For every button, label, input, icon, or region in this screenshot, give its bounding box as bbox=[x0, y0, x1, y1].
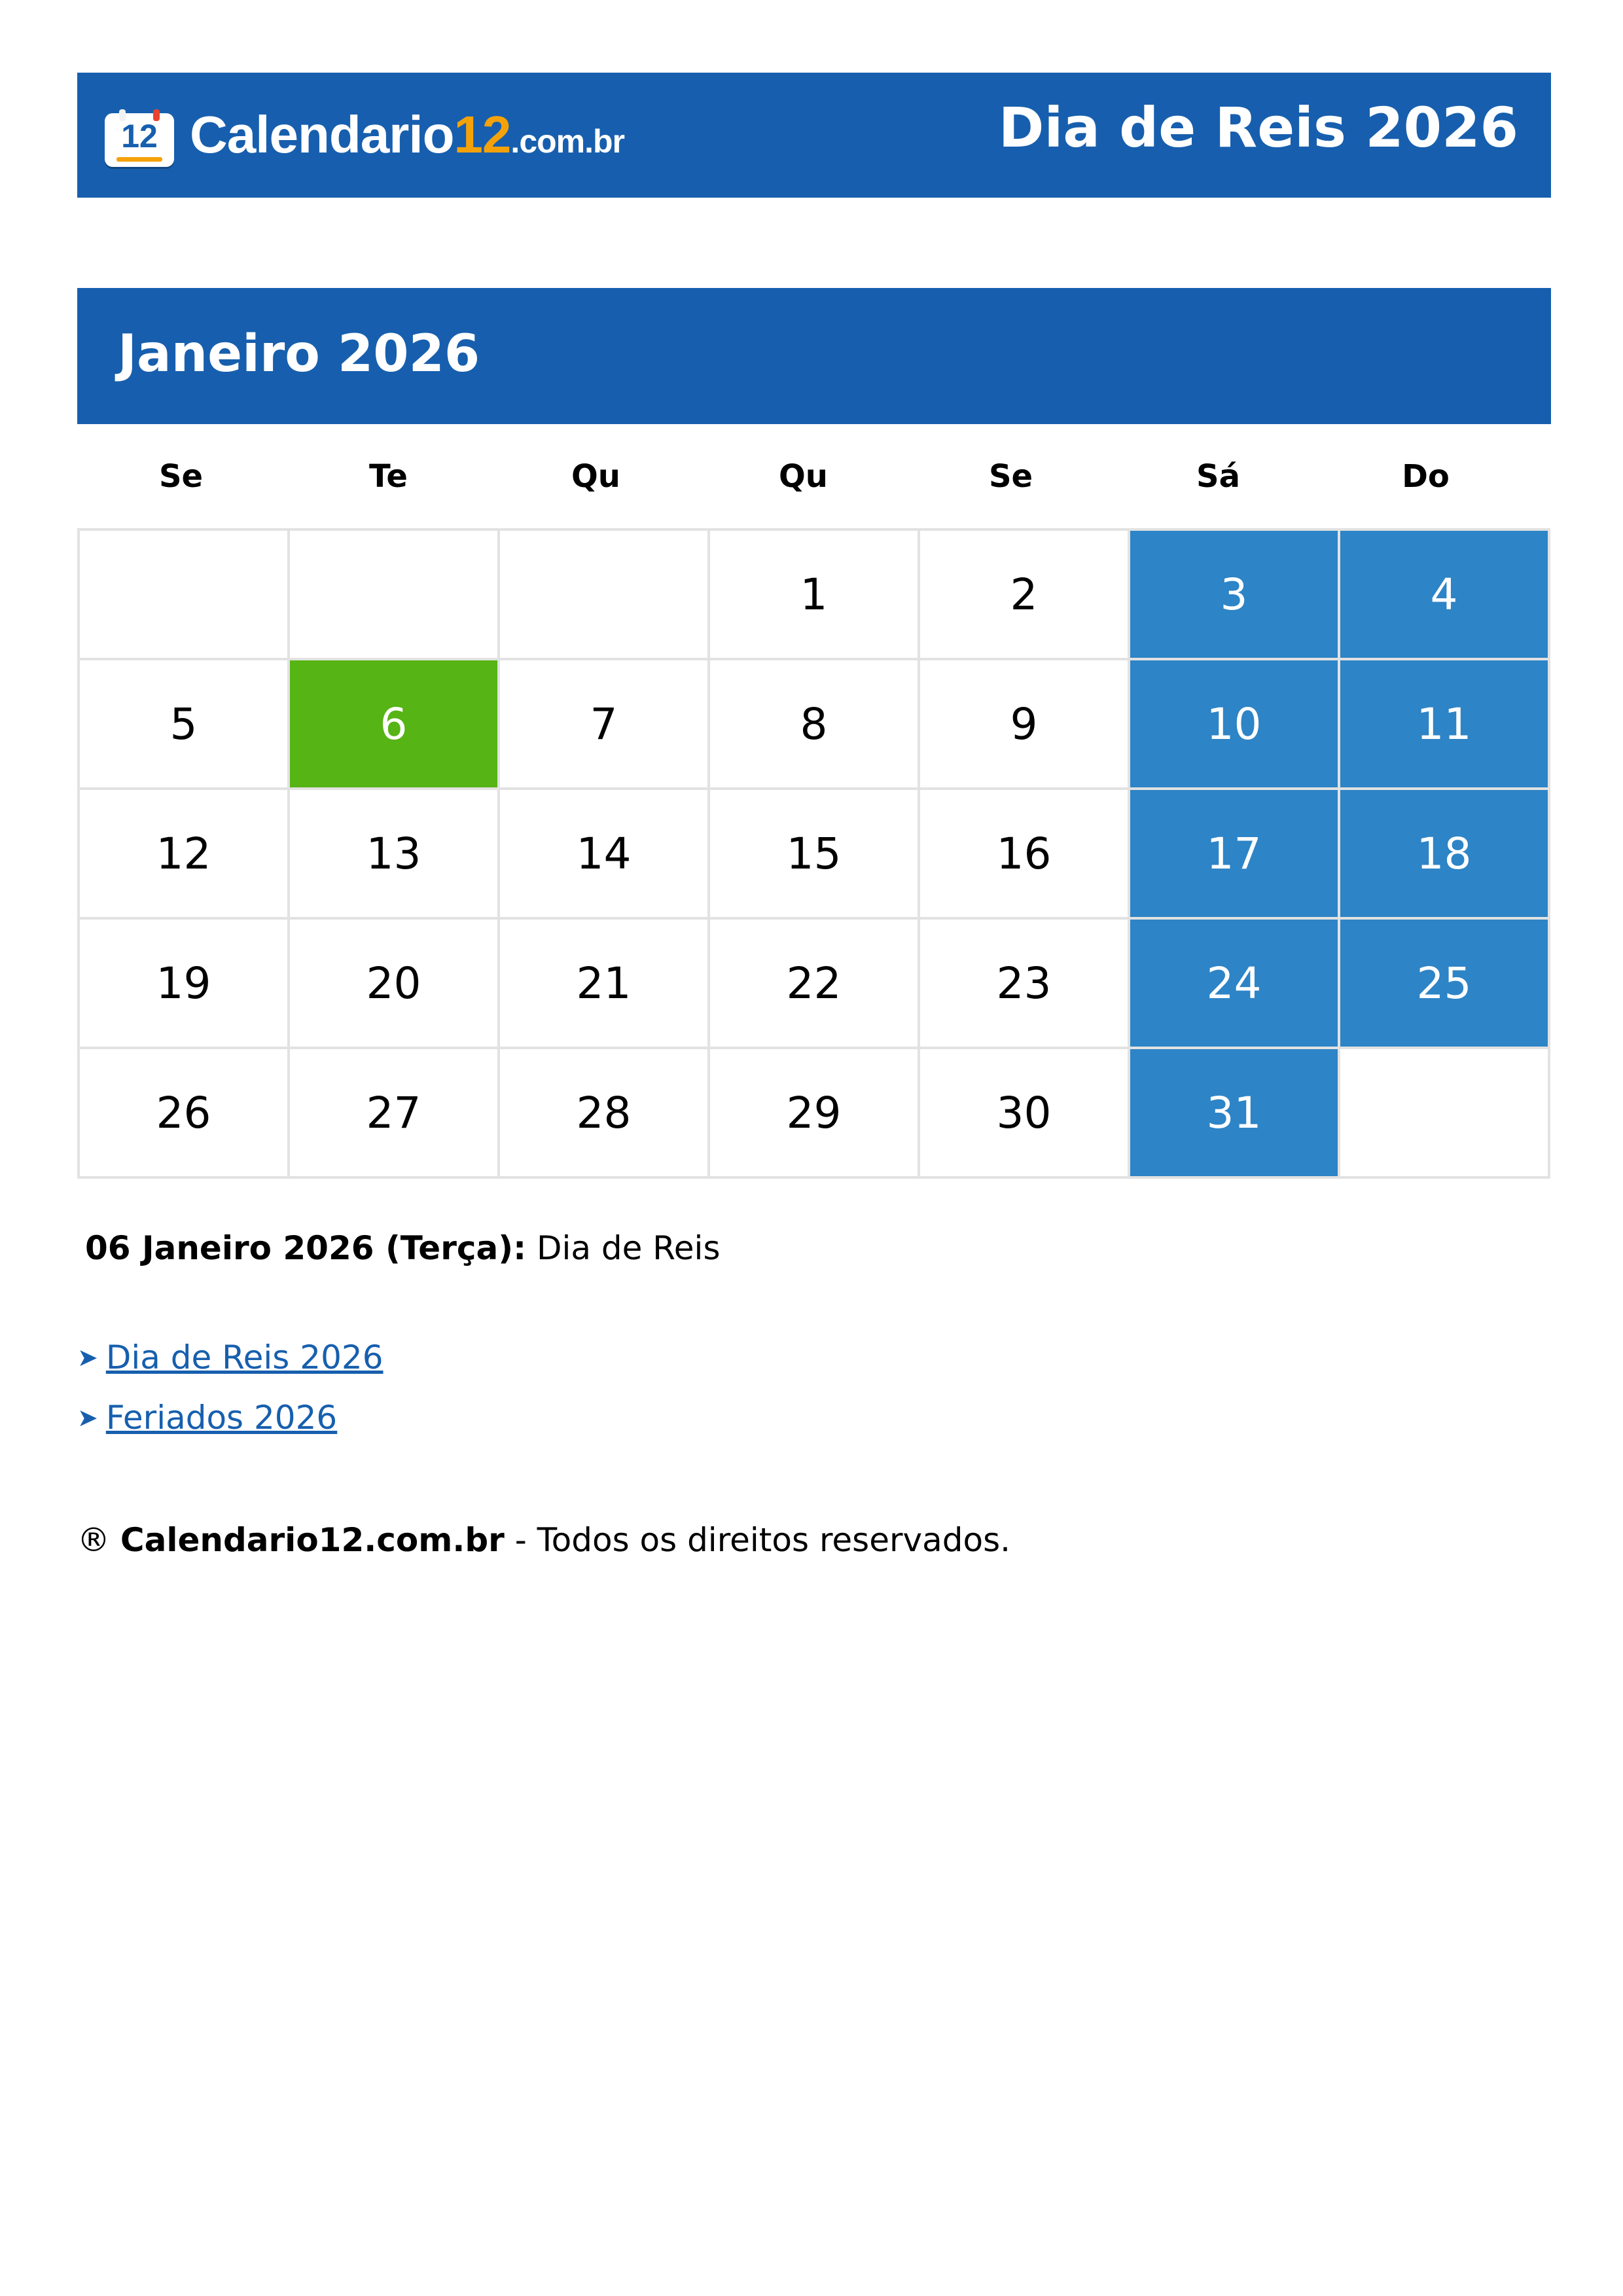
logo-wordmark: Calendario12.com.br bbox=[190, 105, 625, 164]
day-cell-weekend[interactable]: 25 bbox=[1340, 920, 1548, 1047]
day-cell[interactable]: 13 bbox=[290, 790, 497, 917]
day-cell[interactable]: 15 bbox=[710, 790, 918, 917]
weekday-label: Te bbox=[369, 458, 408, 495]
link-item bbox=[77, 1388, 383, 1448]
empty-day-cell bbox=[500, 531, 707, 658]
weekday-label: Qu bbox=[571, 458, 620, 495]
day-cell[interactable]: 16 bbox=[920, 790, 1128, 917]
footer-brand: Calendario12.com.br bbox=[120, 1521, 505, 1559]
related-links bbox=[77, 1327, 383, 1448]
day-cell[interactable]: 29 bbox=[710, 1049, 918, 1176]
holiday-note bbox=[85, 1225, 721, 1271]
page-title: Dia de Reis 2026 bbox=[998, 96, 1518, 160]
weekday-label: Se bbox=[988, 458, 1033, 495]
day-cell-weekend[interactable]: 11 bbox=[1340, 660, 1548, 787]
holiday-name: Dia de Reis bbox=[536, 1229, 721, 1267]
day-cell-weekend[interactable]: 18 bbox=[1340, 790, 1548, 917]
footer bbox=[77, 1517, 1010, 1563]
day-cell[interactable]: 9 bbox=[920, 660, 1128, 787]
weekday-label: Se bbox=[158, 458, 204, 495]
day-cell[interactable]: 8 bbox=[710, 660, 918, 787]
empty-day-cell bbox=[290, 531, 497, 658]
arrow-right-icon: ➤ bbox=[77, 1403, 98, 1432]
day-cell-weekend[interactable]: 24 bbox=[1130, 920, 1338, 1047]
calendar-icon: 12 bbox=[105, 109, 174, 167]
day-cell[interactable]: 26 bbox=[80, 1049, 287, 1176]
day-cell-weekend[interactable]: 4 bbox=[1340, 531, 1548, 658]
arrow-right-icon: ➤ bbox=[77, 1343, 98, 1372]
weekday-label: Do bbox=[1402, 458, 1450, 495]
day-cell-holiday[interactable]: 6 bbox=[290, 660, 497, 787]
day-cell[interactable]: 2 bbox=[920, 531, 1128, 658]
link-feriados-2026[interactable]: Feriados 2026 bbox=[105, 1399, 338, 1437]
footer-text: - Todos os direitos reservados. bbox=[514, 1521, 1011, 1559]
day-cell[interactable]: 5 bbox=[80, 660, 287, 787]
day-cell[interactable]: 1 bbox=[710, 531, 918, 658]
site-header bbox=[77, 73, 1551, 198]
empty-day-cell bbox=[80, 531, 287, 658]
holiday-date: 06 Janeiro 2026 (Terça): bbox=[85, 1229, 527, 1267]
day-cell-weekend[interactable]: 10 bbox=[1130, 660, 1338, 787]
day-cell-weekend[interactable]: 17 bbox=[1130, 790, 1338, 917]
day-cell[interactable]: 14 bbox=[500, 790, 707, 917]
day-cell[interactable]: 19 bbox=[80, 920, 287, 1047]
day-cell[interactable]: 23 bbox=[920, 920, 1128, 1047]
day-cell-weekend[interactable]: 31 bbox=[1130, 1049, 1338, 1176]
day-cell[interactable]: 7 bbox=[500, 660, 707, 787]
day-cell[interactable]: 27 bbox=[290, 1049, 497, 1176]
day-cell[interactable]: 21 bbox=[500, 920, 707, 1047]
day-cell[interactable]: 28 bbox=[500, 1049, 707, 1176]
weekday-label: Qu bbox=[779, 458, 828, 495]
day-cell[interactable]: 22 bbox=[710, 920, 918, 1047]
day-cell[interactable]: 20 bbox=[290, 920, 497, 1047]
day-cell[interactable]: 30 bbox=[920, 1049, 1128, 1176]
month-header bbox=[77, 288, 1551, 424]
weekday-header-row bbox=[77, 445, 1551, 508]
weekday-label: Sá bbox=[1196, 458, 1240, 495]
registered-symbol: ® bbox=[77, 1521, 110, 1559]
day-cell-weekend[interactable]: 3 bbox=[1130, 531, 1338, 658]
calendar-grid bbox=[77, 528, 1550, 1179]
site-logo[interactable] bbox=[105, 107, 624, 170]
link-dia-de-reis-2026[interactable]: Dia de Reis 2026 bbox=[105, 1338, 383, 1376]
empty-day-cell bbox=[1340, 1049, 1548, 1176]
month-title: Janeiro 2026 bbox=[118, 325, 480, 384]
day-cell[interactable]: 12 bbox=[80, 790, 287, 917]
link-item bbox=[77, 1327, 383, 1388]
